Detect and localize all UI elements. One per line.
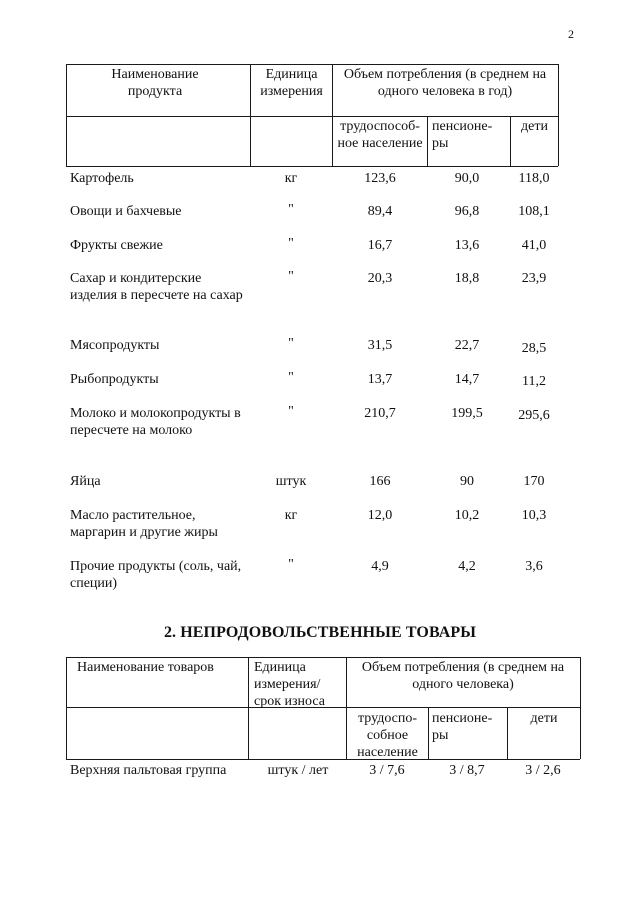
row-value-working: 89,4: [367, 204, 393, 219]
section-title: 2. НЕПРОДОВОЛЬСТВЕННЫЕ ТОВАРЫ: [163, 624, 477, 641]
table1-header-working: трудоспособ-ное население: [337, 119, 423, 151]
row-goods-name: Верхняя пальтовая группа: [70, 763, 227, 778]
row-value-pensioners: 4,2: [458, 559, 476, 574]
table1-divider-volume: [332, 64, 333, 166]
row-value-working: 16,7: [367, 238, 393, 253]
row-value-children: 41,0: [521, 238, 547, 253]
table2-divider-unit: [248, 657, 249, 759]
row-value-children: 11,2: [522, 374, 546, 389]
row-value-working: 12,0: [367, 508, 393, 523]
row-product-name: Яйца: [70, 474, 101, 489]
row-value-working: 210,7: [364, 406, 396, 421]
row-unit: штук: [275, 474, 307, 489]
row-unit: ": [288, 269, 294, 284]
row-product-name: Сахар и кондитерские изделия в пересчете на сахар: [70, 271, 243, 303]
table1-header-volume: Объем потребления (в среднем на одного человека в год): [343, 67, 547, 99]
table1-header-pensioners: пенсионе-ры: [432, 119, 493, 151]
row-value-working: 31,5: [367, 338, 393, 353]
row-unit: ": [288, 236, 294, 251]
row-unit: ": [288, 202, 294, 217]
table2-header-goods: Наименование товаров: [77, 660, 214, 675]
row-value-pensioners: 18,8: [454, 271, 480, 286]
row-value-pensioners: 199,5: [451, 406, 483, 421]
row-unit: кг: [284, 171, 298, 186]
row-value-working: 166: [369, 474, 391, 489]
table1-header-unit: Единица измерения: [260, 67, 323, 99]
table2-subheader-line: [346, 707, 580, 708]
row-value-pensioners: 10,2: [454, 508, 480, 523]
table1-border-left: [66, 64, 67, 166]
row-value-children: 28,5: [521, 341, 547, 356]
row-value-children: 118,0: [518, 171, 550, 186]
table2-border-top: [66, 657, 580, 658]
row-product-name: Мясопродукты: [70, 338, 160, 353]
table2-header-working: трудоспо-собное население: [357, 711, 418, 760]
table2-border-left: [66, 657, 67, 759]
row-unit: штук / лет: [267, 763, 329, 778]
row-product-name: Масло растительное, маргарин и другие жиры: [70, 508, 218, 540]
page-number: 2: [568, 27, 574, 41]
row-value-pensioners: 3 / 8,7: [449, 763, 485, 778]
table1-divider-pensioners: [427, 116, 428, 166]
table1-header-product: Наименование продукта: [111, 67, 199, 99]
table2-header-pensioners: пенсионе-ры: [432, 711, 493, 743]
table1-subheader-line: [332, 116, 558, 117]
row-value-pensioners: 13,6: [454, 238, 480, 253]
row-value-pensioners: 22,7: [454, 338, 480, 353]
row-product-name: Фрукты свежие: [70, 238, 163, 253]
row-product-name: Картофель: [70, 171, 134, 186]
table2-header-volume: Объем потребления (в среднем на одного человека): [361, 660, 565, 692]
table1-border-bottom: [66, 166, 558, 167]
row-value-children: 23,9: [521, 271, 547, 286]
row-product-name: Рыбопродукты: [70, 372, 159, 387]
row-value-pensioners: 90,0: [454, 171, 480, 186]
row-value-children: 170: [523, 474, 545, 489]
table2-border-right: [580, 657, 581, 759]
row-value-working: 123,6: [364, 171, 396, 186]
table2-divider-pensioners: [428, 707, 429, 759]
row-product-name: Прочие продукты (соль, чай, специи): [70, 559, 242, 591]
row-unit: кг: [284, 508, 298, 523]
row-value-pensioners: 14,7: [454, 372, 480, 387]
row-product-name: Овощи и бахчевые: [70, 204, 182, 219]
row-unit: ": [288, 336, 294, 351]
row-unit: ": [288, 370, 294, 385]
table2-divider-volume: [346, 657, 347, 759]
row-value-children: 108,1: [518, 204, 550, 219]
row-value-children: 10,3: [521, 508, 547, 523]
row-value-children: 3,6: [525, 559, 543, 574]
row-unit: ": [288, 557, 294, 572]
table1-header-children: дети: [521, 119, 548, 134]
row-value-pensioners: 90: [460, 474, 474, 489]
row-value-working: 4,9: [371, 559, 389, 574]
row-value-children: 3 / 2,6: [525, 763, 561, 778]
row-value-working: 20,3: [367, 271, 393, 286]
table2-border-bottom: [66, 759, 580, 760]
row-product-name: Молоко и молокопродукты в пересчете на молоко: [70, 406, 241, 438]
table2-header-unit: Единица измерения/ срок износа: [254, 660, 325, 709]
row-value-working: 3 / 7,6: [369, 763, 405, 778]
row-unit: ": [288, 404, 294, 419]
table2-header-children: дети: [530, 711, 558, 726]
row-value-children: 295,6: [518, 408, 550, 423]
table1-border-top: [66, 64, 558, 65]
table1-border-right: [558, 64, 559, 166]
row-value-pensioners: 96,8: [454, 204, 480, 219]
row-value-working: 13,7: [367, 372, 393, 387]
